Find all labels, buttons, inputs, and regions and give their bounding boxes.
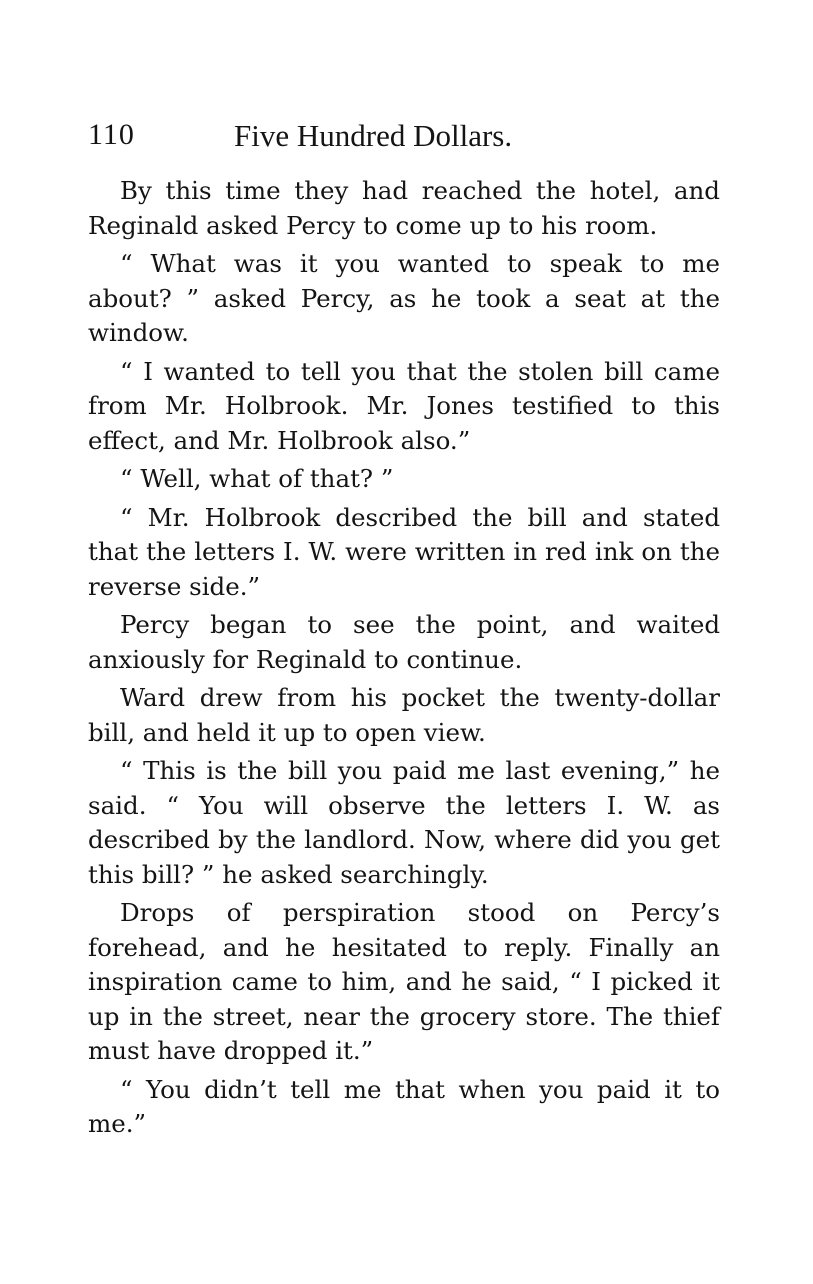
paragraph-4: “ Well, what of that? ” [120,464,394,493]
paragraph-5: “ Mr. Holbrook described the bill and stated that the letters I. W. were written in red ink on the reverse side.” [88,502,720,601]
paragraph-8: “ This is the bill you paid me last evening,” he said. “ You will observe the letters I. W. as described by the landlord. Now, where did you get this bill? ” he asked searchingly. [88,756,720,889]
paragraph-1: By this time they had reached the hotel, and Reginald asked Percy to come up to his room. [88,176,720,240]
paragraph-9: Drops of perspiration stood on Percy’s forehead, and he hesitated to reply. Finally an inspiration came to him, and he said, “ I picked it up in the street, near the grocery store. The thief must have dropped it.” [88,898,720,1065]
paragraph-10: “ You didn’t tell me that when you paid it to me.” [88,1074,720,1138]
paragraph-7: Ward drew from his pocket the twenty-dollar bill, and held it up to open view. [88,683,720,747]
paragraph-6: Percy began to see the point, and waited anxiously for Reginald to continue. [88,610,720,674]
body-text [88,174,720,1146]
paragraph-2: “ What was it you wanted to speak to me about? ” asked Percy, as he took a seat at the window. [88,249,720,347]
page-header [88,118,728,158]
running-title: Five Hundred Dollars. [234,118,513,153]
page-number: 110 [88,118,135,151]
paragraph-3: “ I wanted to tell you that the stolen bill came from Mr. Holbrook. Mr. Jones testified to this effect, and Mr. Holbrook also.” [88,356,720,455]
